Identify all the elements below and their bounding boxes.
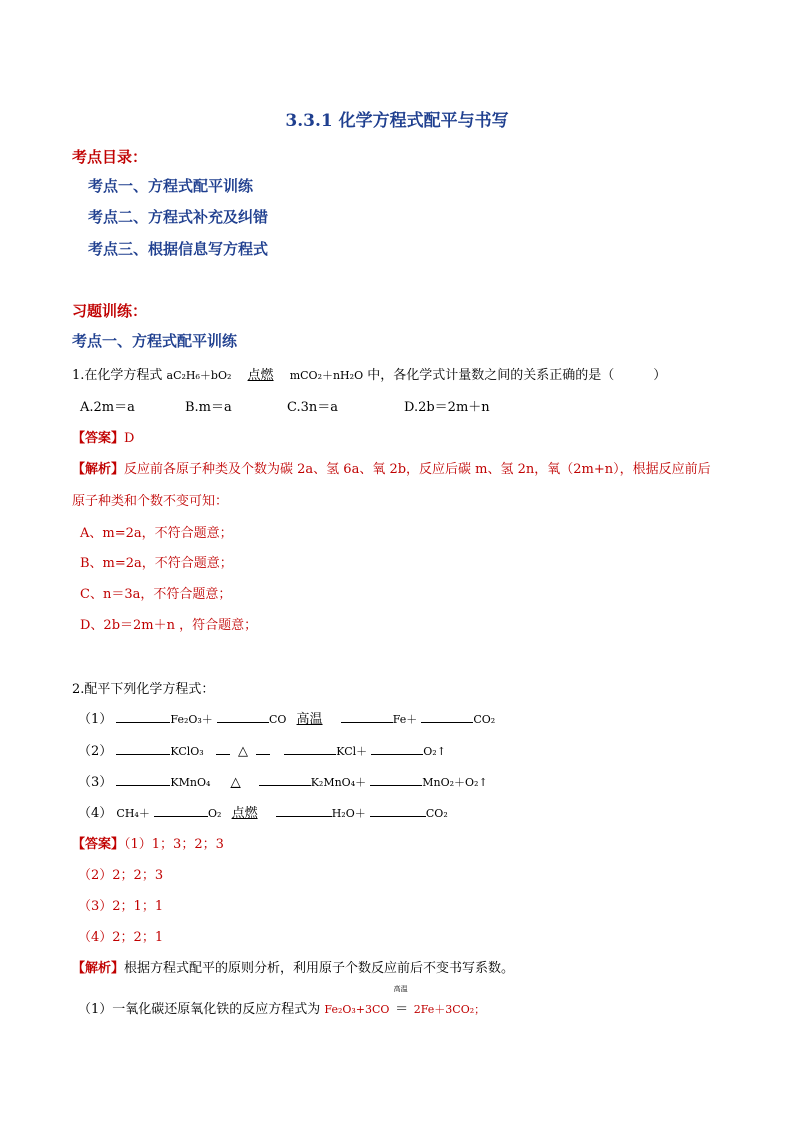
q2-condition: △ <box>238 744 248 759</box>
toc-item-2: 考点二、方程式补充及纠错 <box>88 208 269 226</box>
q2-condition: △ <box>230 775 241 790</box>
toc-item-3: 考点三、根据信息写方程式 <box>88 240 269 258</box>
coefficient-blank[interactable] <box>116 775 170 786</box>
arrow-line <box>256 744 270 755</box>
q2-formula: Fe₂O₃＋ <box>170 713 213 726</box>
q1-eq-right: mCO₂＋nH₂O <box>289 369 364 382</box>
toc-item-1: 考点一、方程式配平训练 <box>88 177 254 195</box>
q1-answer <box>72 427 134 446</box>
coefficient-blank[interactable] <box>154 806 208 817</box>
answer-tag: 【答案】 <box>72 837 125 852</box>
q1-analysis-item-c: C、n＝3a，不符合题意； <box>80 587 232 602</box>
arrow-line <box>216 744 230 755</box>
q2-formula: O₂ <box>207 807 222 820</box>
q1-answer-value: D <box>124 431 135 446</box>
q2-answer-value: （1）1；3；2；3 <box>124 837 224 852</box>
q2-answer-3: （3）2；1；1 <box>78 899 164 914</box>
q1-analysis-item-d: D、2b＝2m＋n ，符合题意； <box>80 618 258 633</box>
analysis-tag: 【解析】 <box>72 961 125 976</box>
q2-analysis-text: 根据方程式配平的原则分析，利用原子个数反应前后不变书写系数。 <box>124 961 515 976</box>
coefficient-blank[interactable] <box>276 806 332 817</box>
q2-formula: CH₄＋ <box>116 807 150 820</box>
q1-analysis-line1 <box>72 458 711 477</box>
coefficient-blank[interactable] <box>370 806 426 817</box>
q1-option-d: D.2b＝2m＋n <box>404 400 490 415</box>
q2-formula: KMnO₄ <box>170 776 211 789</box>
q2-condition: 高温 <box>296 712 323 727</box>
q2-formula: CO₂ <box>473 713 496 726</box>
q1-option-b: B.m＝a <box>185 400 232 415</box>
q2-line-1 <box>78 708 495 727</box>
coefficient-blank[interactable] <box>259 775 311 786</box>
q1-option-c: C.3n＝a <box>287 400 339 415</box>
q2-line-3 <box>78 771 488 790</box>
q2-formula: KCl＋ <box>336 745 368 758</box>
q2-analysis-1-eq-left: Fe₂O₃+3CO <box>324 1003 390 1016</box>
q2-line-4 <box>78 802 448 821</box>
coefficient-blank[interactable] <box>370 775 422 786</box>
reaction-condition: 高温 <box>393 985 408 993</box>
q2-analysis-1 <box>78 985 486 1017</box>
coefficient-blank[interactable] <box>341 712 393 723</box>
coefficient-blank[interactable] <box>217 712 269 723</box>
coefficient-blank[interactable] <box>116 744 170 755</box>
analysis-tag: 【解析】 <box>72 462 125 477</box>
q1-analysis-item-b: B、m=2a，不符合题意； <box>80 556 233 571</box>
q2-answer-4: （4）2；2；1 <box>78 930 164 945</box>
q2-formula: Fe＋ <box>392 713 418 726</box>
q1-prefix: 1.在化学方程式 <box>72 368 163 383</box>
q2-line-num: （4） <box>78 806 113 821</box>
q1-option-a: A.2m＝a <box>80 400 135 415</box>
q1-suffix: 中，各化学式计量数之间的关系正确的是（ ） <box>367 368 667 383</box>
q1-analysis-item-a: A、m=2a，不符合题意； <box>80 526 233 541</box>
answer-tag: 【答案】 <box>72 431 125 446</box>
q2-analysis <box>72 957 514 976</box>
section1-heading: 考点一、方程式配平训练 <box>72 332 238 350</box>
coefficient-blank[interactable] <box>371 744 423 755</box>
q1-eq-left: aC₂H₆＋bO₂ <box>166 369 232 382</box>
q2-answer-2: （2）2；2；3 <box>78 868 164 883</box>
toc-heading: 考点目录： <box>72 148 148 166</box>
q2-formula: K₂MnO₄＋ <box>310 776 367 789</box>
q2-line-num: （3） <box>78 775 113 790</box>
q2-line-num: （2） <box>78 744 113 759</box>
reaction-equals: 高温 ＝ <box>393 985 409 1017</box>
q1-analysis-text1: 反应前各原子种类及个数为碳 2a、氢 6a、氧 2b，反应后碳 m、氢 2n，氧（2m+n），根据反应前后 <box>124 462 711 477</box>
q2-formula: O₂↑ <box>423 745 446 758</box>
q2-analysis-1-eq-right: 2Fe＋3CO₂； <box>413 1003 486 1016</box>
q2-prompt: 2.配平下列化学方程式： <box>72 682 215 697</box>
q1-analysis-line2: 原子种类和个数不变可知： <box>72 494 229 509</box>
q2-formula: H₂O＋ <box>331 807 366 820</box>
page-title: 3.3.1 化学方程式配平与书写 <box>285 111 509 131</box>
q2-formula: CO₂ <box>425 807 448 820</box>
q2-line-num: （1） <box>78 712 113 727</box>
q2-line-2 <box>78 740 446 759</box>
q2-formula: KClO₃ <box>170 745 204 758</box>
practice-heading: 习题训练： <box>72 302 148 320</box>
coefficient-blank[interactable] <box>116 712 170 723</box>
q2-formula: MnO₂＋O₂↑ <box>422 776 488 789</box>
q2-condition: 点燃 <box>231 806 258 821</box>
q1-condition: 点燃 <box>247 368 274 383</box>
coefficient-blank[interactable] <box>284 744 336 755</box>
q2-formula: CO <box>268 713 287 726</box>
q2-answer-1 <box>72 833 224 852</box>
coefficient-blank[interactable] <box>421 712 473 723</box>
q1-stem <box>72 364 666 383</box>
q2-analysis-1-prefix: （1）一氧化碳还原氧化铁的反应方程式为 <box>78 1002 321 1017</box>
